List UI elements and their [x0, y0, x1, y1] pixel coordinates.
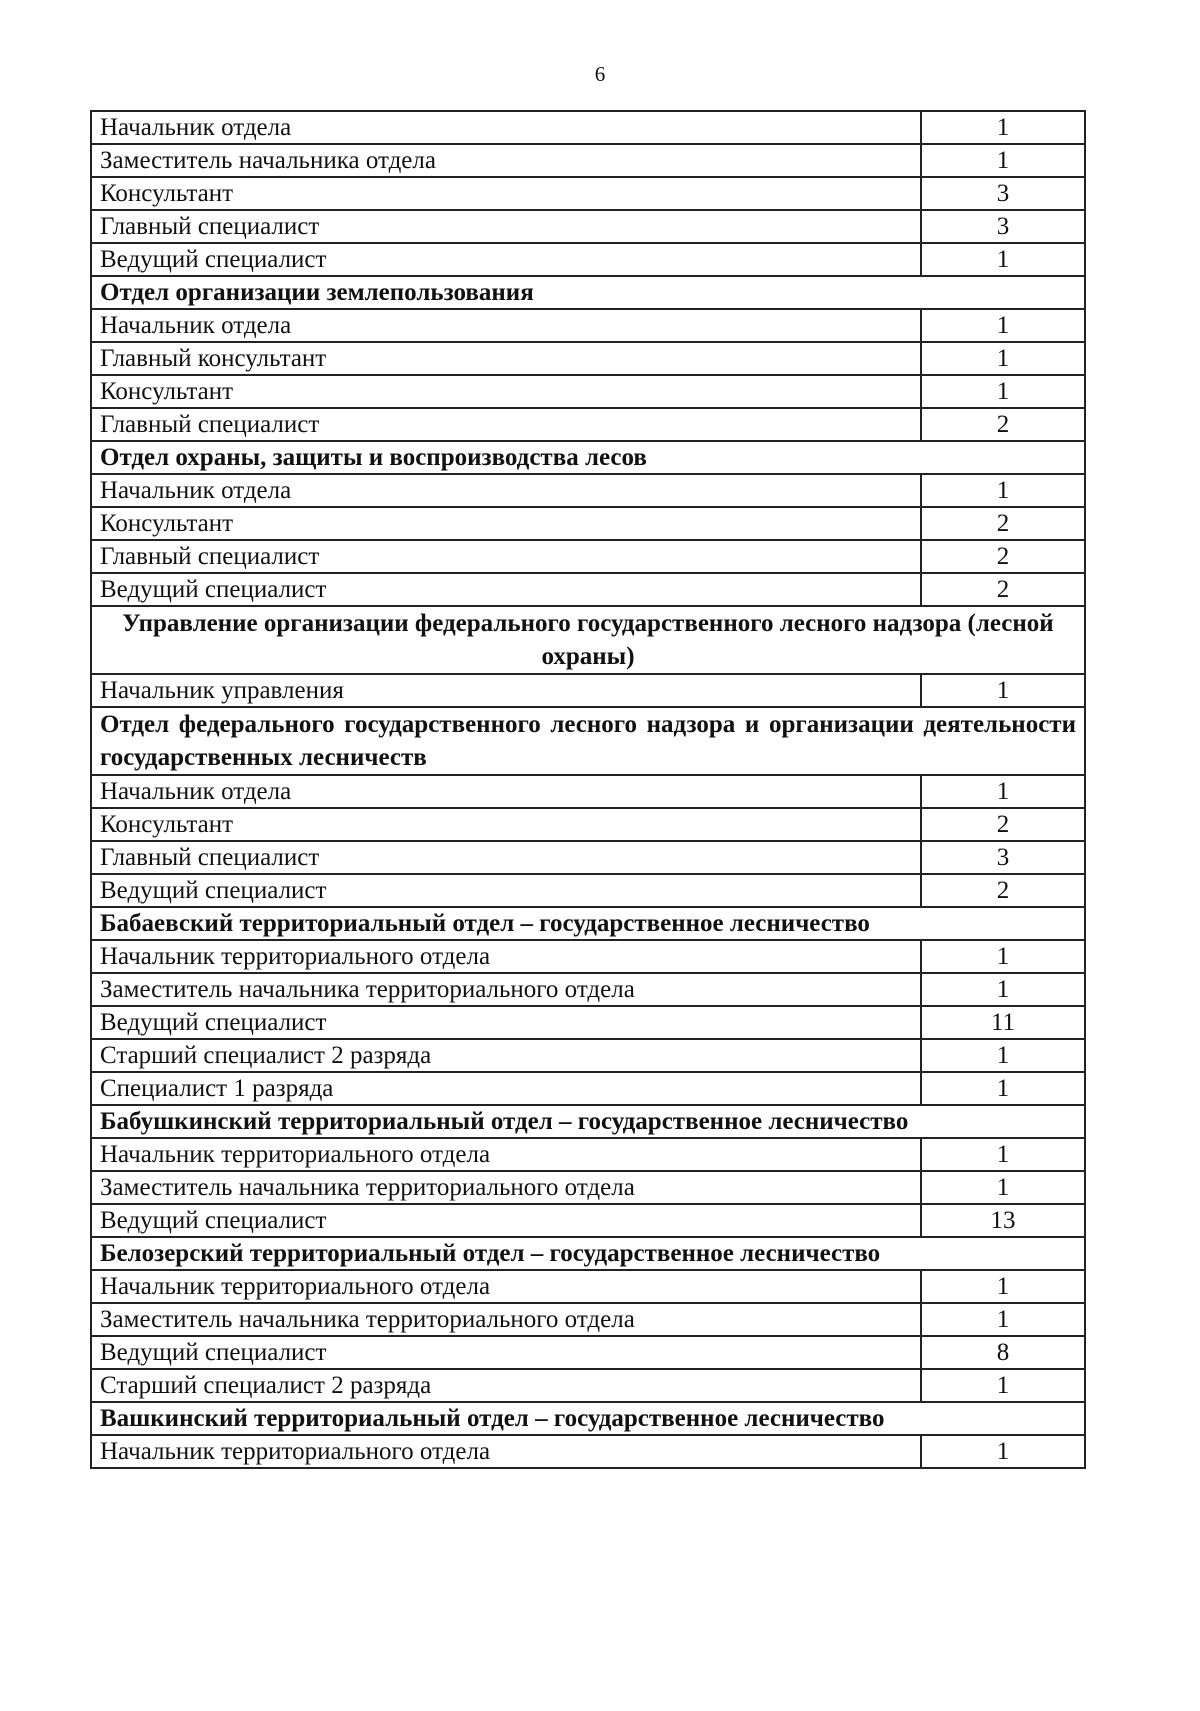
- position-title: Специалист 1 разряда: [91, 1072, 921, 1105]
- page-number: 6: [594, 62, 606, 86]
- position-count: 1: [921, 243, 1085, 276]
- position-row: [91, 808, 1085, 841]
- section-row: [91, 1237, 1085, 1270]
- position-count: 1: [921, 1369, 1085, 1402]
- position-title: Главный специалист: [91, 210, 921, 243]
- position-count: 3: [921, 841, 1085, 874]
- position-title: Начальник отдела: [91, 775, 921, 808]
- position-title: Главный специалист: [91, 841, 921, 874]
- position-row: [91, 1171, 1085, 1204]
- position-row: [91, 1369, 1085, 1402]
- section-heading: Вашкинский территориальный отдел – государственное лесничество: [91, 1402, 1085, 1435]
- position-row: [91, 973, 1085, 1006]
- position-row: [91, 674, 1085, 707]
- position-title: Главный консультант: [91, 342, 921, 375]
- position-title: Заместитель начальника территориального отдела: [91, 1171, 921, 1204]
- position-count: 1: [921, 375, 1085, 408]
- staffing-table: [90, 110, 1086, 1469]
- position-row: [91, 573, 1085, 606]
- position-title: Консультант: [91, 177, 921, 210]
- section-heading: Белозерский территориальный отдел – государственное лесничество: [91, 1237, 1085, 1270]
- position-row: [91, 1039, 1085, 1072]
- section-heading: Отдел организации землепользования: [91, 276, 1085, 309]
- position-count: 3: [921, 177, 1085, 210]
- position-count: 1: [921, 1072, 1085, 1105]
- position-row: [91, 1204, 1085, 1237]
- position-title: Ведущий специалист: [91, 573, 921, 606]
- position-count: 13: [921, 1204, 1085, 1237]
- position-count: 1: [921, 1435, 1085, 1468]
- section-row: [91, 707, 1085, 775]
- section-row: [91, 1105, 1085, 1138]
- position-row: [91, 507, 1085, 540]
- section-heading: Отдел федерального государственного лесного надзора и организации деятельности государственных лесничеств: [91, 707, 1085, 775]
- position-count: 1: [921, 973, 1085, 1006]
- position-title: Начальник отдела: [91, 309, 921, 342]
- section-row: [91, 606, 1085, 674]
- position-title: Ведущий специалист: [91, 1204, 921, 1237]
- position-count: 1: [921, 342, 1085, 375]
- position-row: [91, 1270, 1085, 1303]
- position-count: 1: [921, 775, 1085, 808]
- position-row: [91, 177, 1085, 210]
- section-heading: Отдел охраны, защиты и воспроизводства лесов: [91, 441, 1085, 474]
- section-row: [91, 1402, 1085, 1435]
- position-row: [91, 408, 1085, 441]
- position-title: Ведущий специалист: [91, 243, 921, 276]
- position-title: Главный специалист: [91, 540, 921, 573]
- position-title: Начальник территориального отдела: [91, 940, 921, 973]
- position-row: [91, 540, 1085, 573]
- position-title: Ведущий специалист: [91, 1006, 921, 1039]
- position-title: Начальник отдела: [91, 474, 921, 507]
- position-row: [91, 342, 1085, 375]
- position-count: 2: [921, 408, 1085, 441]
- position-title: Консультант: [91, 507, 921, 540]
- position-count: 2: [921, 540, 1085, 573]
- position-title: Ведущий специалист: [91, 874, 921, 907]
- position-row: [91, 874, 1085, 907]
- section-heading: Управление организации федерального государственного лесного надзора (лесной охраны): [91, 606, 1085, 674]
- position-row: [91, 1435, 1085, 1468]
- position-row: [91, 841, 1085, 874]
- position-title: Главный специалист: [91, 408, 921, 441]
- position-count: 1: [921, 111, 1085, 144]
- position-count: 2: [921, 874, 1085, 907]
- position-count: 3: [921, 210, 1085, 243]
- position-count: 2: [921, 808, 1085, 841]
- position-count: 2: [921, 507, 1085, 540]
- position-count: 1: [921, 1138, 1085, 1171]
- position-title: Консультант: [91, 808, 921, 841]
- position-title: Начальник территориального отдела: [91, 1270, 921, 1303]
- staffing-table-body: [91, 111, 1085, 1468]
- position-title: Заместитель начальника территориального отдела: [91, 1303, 921, 1336]
- position-row: [91, 474, 1085, 507]
- position-title: Ведущий специалист: [91, 1336, 921, 1369]
- section-row: [91, 907, 1085, 940]
- section-row: [91, 276, 1085, 309]
- position-row: [91, 940, 1085, 973]
- position-title: Консультант: [91, 375, 921, 408]
- position-row: [91, 1336, 1085, 1369]
- position-title: Начальник отдела: [91, 111, 921, 144]
- position-count: 1: [921, 1171, 1085, 1204]
- position-title: Начальник территориального отдела: [91, 1435, 921, 1468]
- position-row: [91, 309, 1085, 342]
- position-count: 11: [921, 1006, 1085, 1039]
- position-title: Старший специалист 2 разряда: [91, 1369, 921, 1402]
- position-count: 1: [921, 144, 1085, 177]
- position-row: [91, 111, 1085, 144]
- position-count: 2: [921, 573, 1085, 606]
- section-heading: Бабушкинский территориальный отдел – государственное лесничество: [91, 1105, 1085, 1138]
- section-row: [91, 441, 1085, 474]
- position-title: Начальник управления: [91, 674, 921, 707]
- position-title: Начальник территориального отдела: [91, 1138, 921, 1171]
- position-row: [91, 1138, 1085, 1171]
- position-row: [91, 210, 1085, 243]
- position-count: 1: [921, 309, 1085, 342]
- position-row: [91, 1072, 1085, 1105]
- position-title: Старший специалист 2 разряда: [91, 1039, 921, 1072]
- position-row: [91, 1006, 1085, 1039]
- position-count: 1: [921, 1039, 1085, 1072]
- position-row: [91, 243, 1085, 276]
- position-title: Заместитель начальника территориального отдела: [91, 973, 921, 1006]
- position-row: [91, 1303, 1085, 1336]
- position-title: Заместитель начальника отдела: [91, 144, 921, 177]
- section-heading: Бабаевский территориальный отдел – государственное лесничество: [91, 907, 1085, 940]
- position-count: 1: [921, 674, 1085, 707]
- position-count: 1: [921, 474, 1085, 507]
- position-row: [91, 375, 1085, 408]
- position-count: 1: [921, 940, 1085, 973]
- position-count: 8: [921, 1336, 1085, 1369]
- position-row: [91, 144, 1085, 177]
- position-row: [91, 775, 1085, 808]
- position-count: 1: [921, 1303, 1085, 1336]
- position-count: 1: [921, 1270, 1085, 1303]
